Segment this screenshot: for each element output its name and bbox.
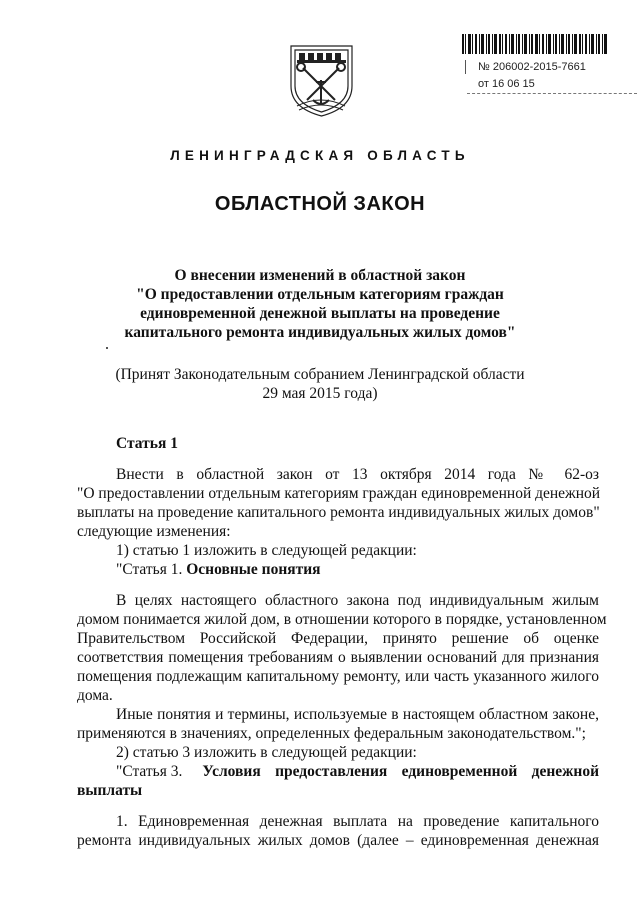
quoted-article-heading xyxy=(116,762,599,781)
article-prefix: "Статья 1. xyxy=(116,561,183,578)
document-type: ОБЛАСТНОЙ ЗАКОН xyxy=(214,193,426,215)
stamp-tick xyxy=(465,60,466,74)
body-line: выплаты на проведение капитального ремонта индивидуальных жилых домов" xyxy=(77,504,600,521)
body-line: 2) статью 3 изложить в следующей редакции: xyxy=(116,744,417,761)
adoption-line: (Принят Законодательным собранием Ленинградской области xyxy=(115,366,525,383)
article-prefix: "Статья 3. xyxy=(116,763,183,780)
law-title-line: "О предоставлении отдельным категориям граждан xyxy=(136,286,504,303)
barcode xyxy=(462,34,608,54)
body-line: "О предоставлении отдельным категориям граждан единовременной денежной xyxy=(77,485,601,502)
article-title: Условия предоставления единовременной денежной xyxy=(202,763,599,780)
coat-of-arms-emblem xyxy=(283,42,360,118)
body-line: следующие изменения: xyxy=(77,523,231,540)
adoption-note xyxy=(80,365,560,403)
article-title-cont: выплаты xyxy=(77,782,143,799)
article-heading: Статья 1 xyxy=(116,435,178,452)
article-title: Основные понятия xyxy=(186,561,321,578)
scan-dot xyxy=(106,347,108,349)
body-line: ремонта индивидуальных жилых домов (далее – единовременная денежная xyxy=(77,832,599,849)
body-line: дома. xyxy=(77,687,113,704)
registration-number: № 206002-2015-7661 xyxy=(478,61,586,73)
body-line: применяются в значениях, определенных федеральным законодательством."; xyxy=(77,725,586,742)
body-line: Правительством Российской Федерации, принято решение об оценке xyxy=(77,630,599,647)
stamp-divider xyxy=(467,93,637,94)
quoted-article-heading xyxy=(116,560,321,579)
registration-date: от 16 06 15 xyxy=(478,78,535,90)
law-title-line: О внесении изменений в областной закон xyxy=(174,267,466,284)
body-line: В целях настоящего областного закона под индивидуальным жилым xyxy=(116,592,599,609)
body-line: Иные понятия и термины, используемые в настоящем областном законе, xyxy=(116,706,599,723)
body-line: домом понимается жилой дом, в отношении которого в порядке, установленном xyxy=(77,611,607,628)
body-line: 1. Единовременная денежная выплата на проведение капитального xyxy=(116,813,599,830)
body-line: 1) статью 1 изложить в следующей редакции: xyxy=(116,542,417,559)
body-line: соответствия помещения требованиям о выявлении оснований для признания xyxy=(77,649,599,666)
law-title-line: капитального ремонта индивидуальных жилых домов" xyxy=(124,324,516,341)
body-line: помещения подлежащим капитальному ремонту, или часть указанного жилого xyxy=(77,668,599,685)
adoption-line: 29 мая 2015 года) xyxy=(262,385,378,402)
law-title xyxy=(100,266,540,342)
body-line: Внести в областной закон от 13 октября 2014 года № 62-оз xyxy=(116,466,599,483)
region-name: ЛЕНИНГРАДСКАЯ ОБЛАСТЬ xyxy=(170,148,470,163)
law-title-line: единовременной денежной выплаты на проведение xyxy=(140,305,500,322)
